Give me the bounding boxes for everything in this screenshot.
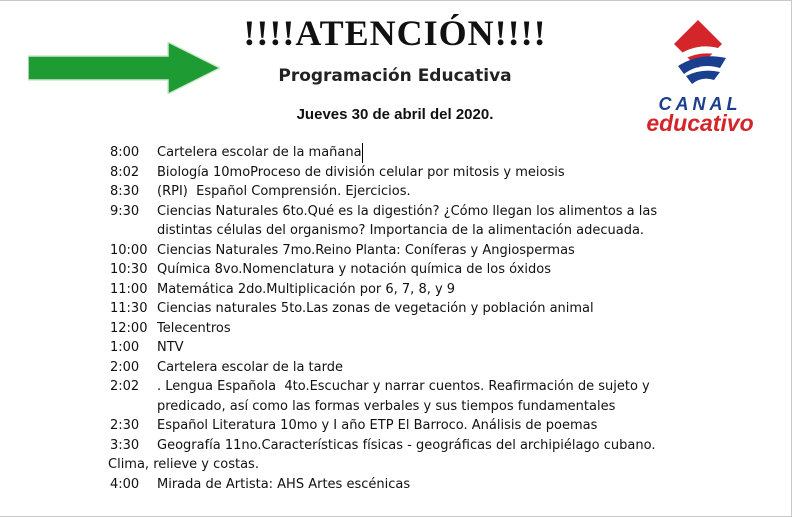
schedule-description: . Lengua Española 4to.Escuchar y narrar cuentos. Reafirmación de sujeto y: [157, 379, 650, 394]
schedule-row: [110, 202, 670, 241]
schedule-row: [110, 358, 670, 378]
schedule-time: 4:00: [110, 476, 140, 492]
schedule-description: Telecentros: [157, 320, 231, 336]
arrow-right-icon: [28, 42, 220, 94]
schedule-row: [110, 280, 670, 300]
schedule-time: 8:00: [110, 145, 140, 160]
schedule-description: Geografía 11no.Características físicas - geográficas del archipiélago cubano.: [157, 437, 656, 453]
schedule-description: Ciencias naturales 5to.Las zonas de vegetación y población animal: [157, 301, 594, 316]
schedule-description: distintas células del organismo? Importancia de la alimentación adecuada.: [157, 223, 645, 238]
schedule-description: Ciencias Naturales 7mo.Reino Planta: Coníferas y Angiospermas: [157, 242, 575, 258]
schedule-time: 8:30: [110, 184, 140, 199]
schedule-row: [110, 182, 670, 202]
schedule-row: [110, 319, 670, 339]
schedule-row: [110, 299, 670, 319]
schedule-time: 11:30: [110, 301, 148, 316]
schedule-description: Ciencias Naturales 6to.Qué es la digestión? ¿Cómo llegan los alimentos a las: [157, 203, 658, 219]
schedule-description: Biología 10moProceso de división celular por mitosis y meiosis: [157, 164, 565, 180]
schedule-time: 10:00: [110, 242, 148, 258]
page-title: !!!!ATENCIÓN!!!!: [243, 13, 547, 53]
schedule-row: [110, 163, 670, 183]
schedule-description: Química 8vo.Nomenclatura y notación química de los óxidos: [157, 262, 551, 277]
schedule-row: [110, 416, 670, 436]
schedule-time: 8:02: [110, 164, 140, 180]
canal-educativo-logo: [636, 18, 766, 136]
schedule-time: 2:30: [110, 418, 140, 433]
schedule-date: Jueves 30 de abril del 2020.: [296, 106, 494, 123]
schedule-row: [110, 260, 670, 280]
schedule-row: [110, 241, 670, 261]
schedule-description: (RPI) Español Comprensión. Ejercicios.: [157, 184, 411, 199]
schedule-time: 12:00: [110, 320, 148, 336]
schedule-description: Cartelera escolar de la mañana: [157, 143, 363, 163]
logo-text-canal: CANAL: [658, 94, 742, 114]
schedule-time: 11:00: [110, 281, 148, 297]
schedule-description: Mirada de Artista: AHS Artes escénicas: [157, 476, 411, 492]
schedule-description: Cartelera escolar de la tarde: [157, 359, 343, 375]
schedule-row: [110, 143, 670, 163]
schedule-time: 1:00: [110, 340, 140, 355]
schedule-time: 2:02: [110, 379, 140, 394]
schedule-row: [110, 338, 670, 358]
schedule-time: 10:30: [110, 262, 148, 277]
schedule-time: 2:00: [110, 359, 140, 375]
schedule-row: [110, 436, 670, 475]
schedule-description: Español Literatura 10mo y I año ETP El Barroco. Análisis de poemas: [157, 418, 598, 433]
schedule-time: 3:30: [110, 437, 140, 453]
schedule-description: predicado, así como las formas verbales y sus tiempos fundamentales: [157, 398, 616, 414]
schedule-description-continuation: Clima, relieve y costas.: [108, 457, 259, 472]
schedule-list: [110, 143, 670, 494]
logo-emblem-icon: [668, 18, 728, 88]
page-subtitle: Programación Educativa: [278, 66, 512, 86]
schedule-description: Matemática 2do.Multiplicación por 6, 7, 8, y 9: [157, 281, 456, 297]
schedule-row: [110, 377, 670, 416]
logo-text-educativo: educativo: [646, 110, 754, 136]
schedule-description: NTV: [157, 340, 184, 355]
schedule-row: [110, 475, 670, 495]
schedule-time: 9:30: [110, 203, 140, 219]
